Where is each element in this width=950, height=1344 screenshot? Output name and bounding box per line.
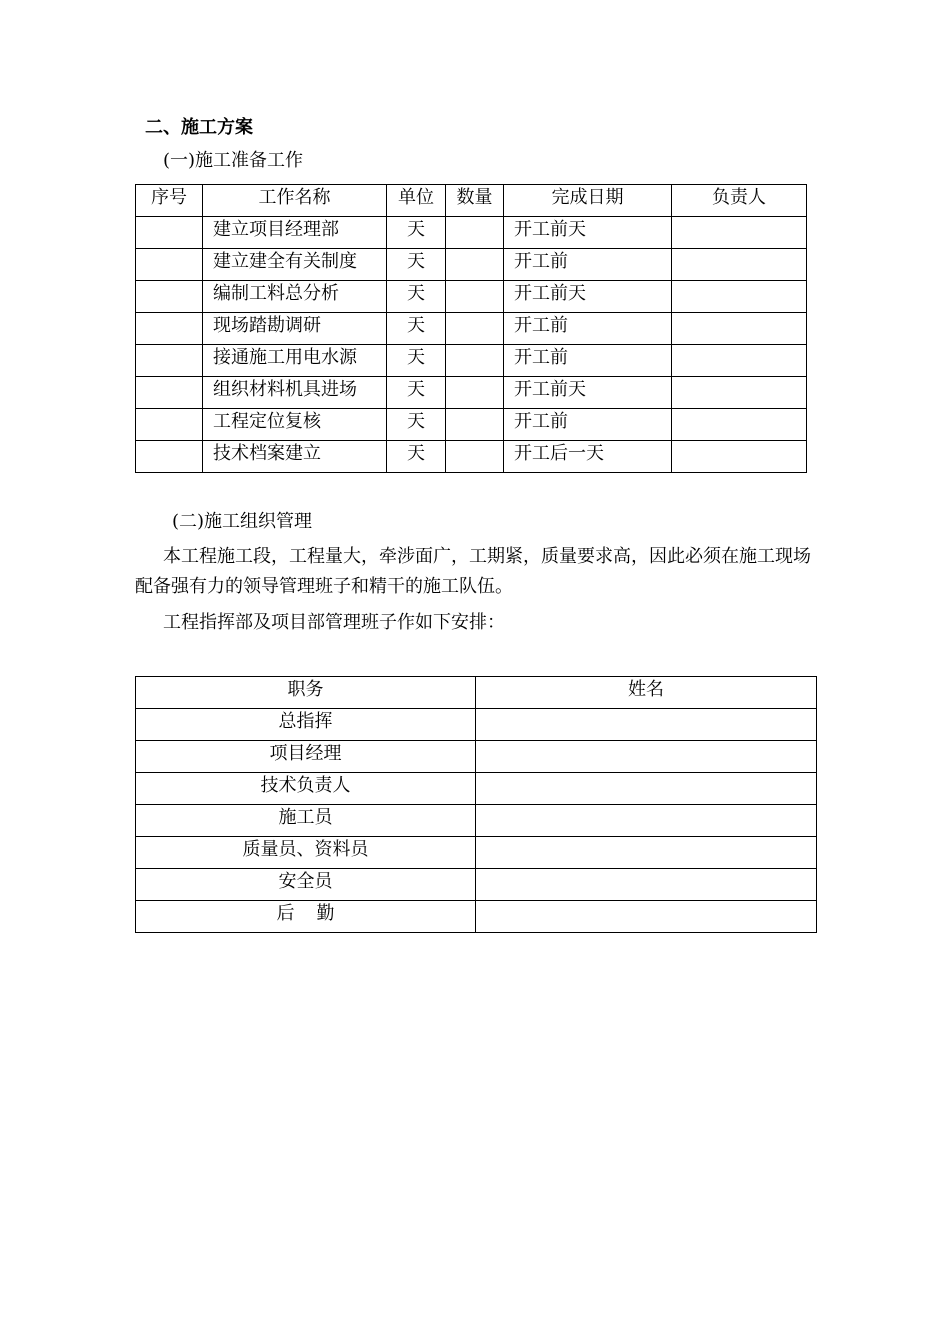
cell-owner <box>672 281 807 313</box>
cell-owner <box>672 441 807 473</box>
cell-position: 技术负责人 <box>136 773 476 805</box>
cell-owner <box>672 313 807 345</box>
table-row <box>136 345 807 377</box>
cell-name <box>476 837 817 869</box>
cell-date: 开工前 <box>504 313 672 345</box>
cell-unit: 天 <box>387 409 446 441</box>
table-row <box>136 441 807 473</box>
cell-name <box>476 773 817 805</box>
cell-unit: 天 <box>387 345 446 377</box>
cell-owner <box>672 217 807 249</box>
cell-work-name: 工程定位复核 <box>203 409 387 441</box>
cell-work-name: 现场踏勘调研 <box>203 313 387 345</box>
table-row <box>136 217 807 249</box>
cell-no <box>136 281 203 313</box>
table-row <box>136 313 807 345</box>
cell-qty <box>446 377 504 409</box>
cell-unit: 天 <box>387 377 446 409</box>
cell-no <box>136 249 203 281</box>
cell-unit: 天 <box>387 281 446 313</box>
table-row <box>136 773 817 805</box>
prep-work-table <box>135 184 807 473</box>
table-header-row <box>136 185 807 217</box>
prep-subtitle: (一)施工准备工作 <box>163 150 304 171</box>
table-row <box>136 249 807 281</box>
cell-position: 项目经理 <box>136 741 476 773</box>
table-header-row <box>136 677 817 709</box>
cell-owner <box>672 409 807 441</box>
table-row <box>136 709 817 741</box>
cell-qty <box>446 313 504 345</box>
cell-date: 开工前天 <box>504 281 672 313</box>
org-subtitle: (二)施工组织管理 <box>172 511 313 532</box>
cell-qty <box>446 409 504 441</box>
cell-name <box>476 709 817 741</box>
table-row <box>136 377 807 409</box>
header-owner: 负责人 <box>672 185 807 217</box>
header-no: 序号 <box>136 185 203 217</box>
cell-no <box>136 441 203 473</box>
cell-qty <box>446 441 504 473</box>
cell-position: 安全员 <box>136 869 476 901</box>
header-unit: 单位 <box>387 185 446 217</box>
cell-name <box>476 741 817 773</box>
org-paragraph-1: 本工程施工段，工程量大，牵涉面广，工期紧，质量要求高，因此必须在施工现场配备强有力的领导管理班子和精干的施工队伍。 <box>135 546 811 597</box>
cell-date: 开工前 <box>504 249 672 281</box>
cell-qty <box>446 281 504 313</box>
cell-work-name: 组织材料机具进场 <box>203 377 387 409</box>
cell-no <box>136 313 203 345</box>
staff-table <box>135 676 817 933</box>
cell-unit: 天 <box>387 441 446 473</box>
cell-no <box>136 409 203 441</box>
table-row <box>136 837 817 869</box>
table-row <box>136 901 817 933</box>
org-paragraph-2: 工程指挥部及项目部管理班子作如下安排： <box>163 612 505 633</box>
table-row <box>136 805 817 837</box>
table-row <box>136 869 817 901</box>
cell-no <box>136 345 203 377</box>
cell-qty <box>446 345 504 377</box>
cell-date: 开工前天 <box>504 217 672 249</box>
cell-work-name: 接通施工用电水源 <box>203 345 387 377</box>
cell-work-name: 建立项目经理部 <box>203 217 387 249</box>
cell-date: 开工前天 <box>504 377 672 409</box>
cell-work-name: 技术档案建立 <box>203 441 387 473</box>
cell-date: 开工前 <box>504 345 672 377</box>
cell-date: 开工前 <box>504 409 672 441</box>
cell-name <box>476 901 817 933</box>
cell-name <box>476 805 817 837</box>
cell-work-name: 建立建全有关制度 <box>203 249 387 281</box>
cell-qty <box>446 249 504 281</box>
cell-work-name: 编制工料总分析 <box>203 281 387 313</box>
cell-owner <box>672 249 807 281</box>
cell-position: 后勤 <box>136 901 476 933</box>
cell-unit: 天 <box>387 249 446 281</box>
cell-unit: 天 <box>387 313 446 345</box>
cell-no <box>136 217 203 249</box>
cell-qty <box>446 217 504 249</box>
cell-position: 施工员 <box>136 805 476 837</box>
table-row <box>136 409 807 441</box>
header-name: 姓名 <box>476 677 817 709</box>
cell-position: 质量员、资料员 <box>136 837 476 869</box>
cell-name <box>476 869 817 901</box>
cell-no <box>136 377 203 409</box>
cell-position: 总指挥 <box>136 709 476 741</box>
cell-unit: 天 <box>387 217 446 249</box>
cell-date: 开工后一天 <box>504 441 672 473</box>
header-position: 职务 <box>136 677 476 709</box>
cell-owner <box>672 345 807 377</box>
section-title: 二、施工方案 <box>145 117 253 138</box>
table-row <box>136 281 807 313</box>
header-qty: 数量 <box>446 185 504 217</box>
table-row <box>136 741 817 773</box>
header-work-name: 工作名称 <box>203 185 387 217</box>
header-date: 完成日期 <box>504 185 672 217</box>
cell-owner <box>672 377 807 409</box>
